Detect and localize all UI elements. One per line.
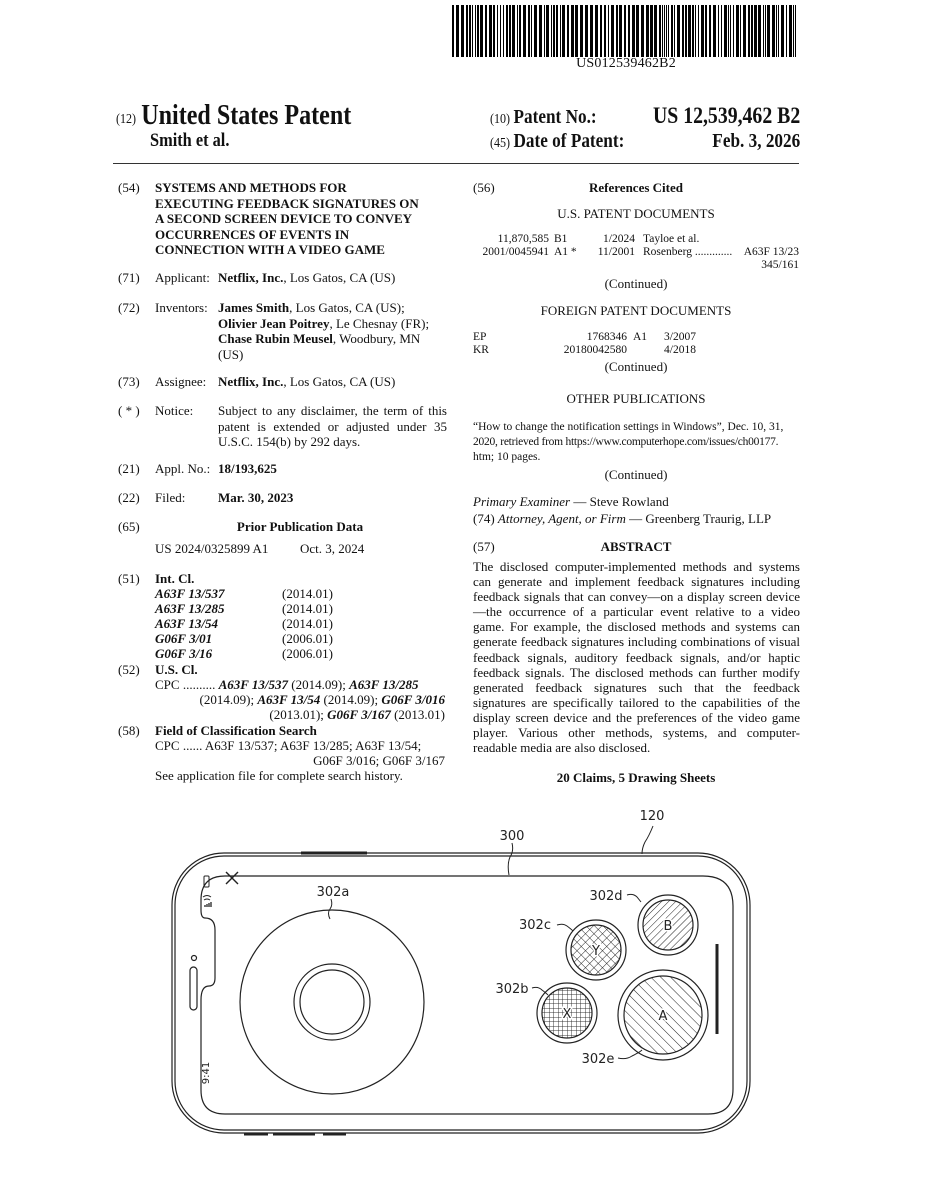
- us-cl-line-3: [155, 707, 445, 723]
- field-search-line: G06F 3/016; G06F 3/167: [155, 753, 445, 769]
- inventor-location: , Woodbury, MN: [333, 331, 420, 346]
- us-docs-continued: (Continued): [473, 276, 799, 292]
- attorney-name: — Greenberg Traurig, LLP: [629, 511, 771, 526]
- barcode-bar: [795, 5, 796, 57]
- us-doc-row: [473, 233, 799, 247]
- attorney-label: Attorney, Agent, or Firm: [498, 511, 626, 526]
- barcode-bar: [758, 5, 761, 57]
- barcode-bar: [632, 5, 635, 57]
- us-cl-class: A63F 13/54: [257, 692, 320, 707]
- int-cl-version: (2014.01): [282, 616, 333, 631]
- appl-no-value: 18/193,625: [218, 461, 277, 477]
- barcode-bar: [534, 5, 537, 57]
- barcode-bar: [500, 5, 501, 57]
- us-doc-row: [473, 246, 799, 260]
- barcode-bar: [600, 5, 602, 57]
- int-cl-class: A63F 13/537: [155, 586, 282, 602]
- inventor: [218, 300, 429, 316]
- notice-line: patent is extended or adjusted under 35: [218, 419, 447, 435]
- int-cl-version: (2014.01): [282, 601, 333, 616]
- wifi-icon: [203, 896, 211, 901]
- joystick-302a: [240, 910, 424, 1094]
- barcode-bar: [556, 5, 558, 57]
- refs-heading: References Cited: [473, 180, 799, 196]
- barcode-bar: [709, 5, 711, 57]
- authors: Smith et al.: [150, 130, 229, 152]
- earpiece-speaker: [190, 967, 197, 1010]
- barcode-bar: [472, 5, 473, 57]
- filed-code: (22): [118, 490, 140, 506]
- barcode-bar: [523, 5, 526, 57]
- applicant-location: , Los Gatos, CA (US): [283, 270, 395, 285]
- barcode-bar: [528, 5, 530, 57]
- barcode-bar: [608, 5, 609, 57]
- ref-302d: 302d: [589, 889, 622, 904]
- leader-302c: [557, 924, 573, 931]
- barcode-bar: [793, 5, 794, 57]
- prior-pub-date: Oct. 3, 2024: [300, 541, 364, 557]
- int-cl-class: A63F 13/285: [155, 601, 282, 617]
- foreign-docs-continued: (Continued): [473, 359, 799, 375]
- inventor-name: Chase Rubin Meusel: [218, 331, 333, 346]
- barcode-bar: [489, 5, 492, 57]
- applicant-label: Applicant:: [155, 270, 210, 286]
- barcode-bar: [662, 5, 663, 57]
- barcode-bar: [728, 5, 729, 57]
- int-cl-class: A63F 13/54: [155, 616, 282, 632]
- barcode-bar: [659, 5, 661, 57]
- assignee-location: , Los Gatos, CA (US): [283, 374, 395, 389]
- filed-label: Filed:: [155, 490, 185, 506]
- foreign-doc-row: [473, 331, 799, 345]
- us-cl-class: A63F 13/537: [219, 677, 288, 692]
- ref-302c: 302c: [519, 918, 551, 933]
- int-cl-class: G06F 3/16: [155, 646, 282, 662]
- document-type: [116, 100, 351, 132]
- barcode-bar: [506, 5, 508, 57]
- barcode-bar: [531, 5, 532, 57]
- barcode-bar: [456, 5, 459, 57]
- assignee-code: (73): [118, 374, 140, 390]
- prior-pub-heading: Prior Publication Data: [155, 519, 445, 535]
- leader-302e: [618, 1050, 642, 1059]
- field-search-code: (58): [118, 723, 140, 739]
- barcode-bar: [713, 5, 716, 57]
- barcode-bar: [677, 5, 680, 57]
- barcode-bar: [786, 5, 787, 57]
- us-doc-date: 11/2001: [583, 246, 635, 259]
- barcode-bar: [560, 5, 561, 57]
- claims-summary: 20 Claims, 5 Drawing Sheets: [473, 770, 799, 786]
- barcode-bar: [748, 5, 750, 57]
- barcode-bar: [767, 5, 770, 57]
- barcode-bar: [705, 5, 707, 57]
- barcode-bar: [650, 5, 653, 57]
- prior-pub-number: US 2024/0325899 A1: [155, 541, 268, 557]
- status-icons: [203, 876, 211, 907]
- us-cl-code: (52): [118, 662, 140, 678]
- barcode-bar: [724, 5, 727, 57]
- barcode-bar: [754, 5, 757, 57]
- other-pubs-heading: OTHER PUBLICATIONS: [473, 391, 799, 407]
- barcode-bar: [765, 5, 766, 57]
- cellular-signal-icon: [205, 902, 211, 907]
- front-camera: [192, 956, 197, 961]
- inventor-name: James Smith: [218, 300, 289, 315]
- barcode-bar: [636, 5, 639, 57]
- barcode: [452, 5, 800, 57]
- us-cl-cpc-prefix: CPC ..........: [155, 677, 215, 692]
- prior-pub-code: (65): [118, 519, 140, 535]
- int-cl-version: (2014.01): [282, 586, 333, 601]
- barcode-bar: [469, 5, 471, 57]
- barcode-bar: [503, 5, 504, 57]
- int-cl-version: (2006.01): [282, 646, 333, 661]
- field-search-line: CPC ...... A63F 13/537; A63F 13/285; A63F 13/54;: [155, 738, 421, 754]
- barcode-number: US012539462B2: [452, 56, 800, 72]
- leader-120: [642, 826, 653, 854]
- barcode-bar: [718, 5, 719, 57]
- applicant-code: (71): [118, 270, 140, 286]
- barcode-bar: [585, 5, 588, 57]
- barcode-bar: [551, 5, 552, 57]
- barcode-bar: [604, 5, 606, 57]
- foreign-docs-heading: FOREIGN PATENT DOCUMENTS: [473, 303, 799, 319]
- us-cl-class: A63F 13/285: [349, 677, 418, 692]
- title-line: OCCURRENCES OF EVENTS IN: [155, 227, 445, 243]
- attorney-code: (74): [473, 511, 495, 526]
- barcode-bar: [512, 5, 515, 57]
- applicant-value: [218, 270, 395, 286]
- us-doc-name: Rosenberg .............: [643, 246, 732, 259]
- barcode-bar: [668, 5, 669, 57]
- int-cl-row: [155, 646, 355, 662]
- attorney: [473, 511, 771, 527]
- abstract-text: The disclosed computer-implemented methods and systems can generate and implement feedback signatures including feedback signals that can convey—on a display screen device—the occurrence of a particular event relative to a video game. For example, the disclosed methods and systems can generate feedback signatures including combinations of visual feedback signals, auditory feedback signals, and/or haptic feedback signals. The disclosed methods can further modify generated feedback signatures such that the feedback signatures are specifically tailored to the capabilities of the display screen device and the preferences of the video game player. Various other methods, systems, and computer-readable media are also disclosed.: [473, 559, 800, 755]
- barcode-bar: [671, 5, 673, 57]
- barcode-bar: [789, 5, 792, 57]
- barcode-bar: [721, 5, 722, 57]
- button-302c-y: [566, 920, 626, 980]
- patent-number-code: (10): [490, 112, 510, 127]
- foreign-doc-country: KR: [473, 344, 489, 357]
- barcode-bar: [654, 5, 657, 57]
- barcode-bar: [575, 5, 578, 57]
- barcode-bar: [740, 5, 741, 57]
- barcode-bar: [544, 5, 545, 57]
- primary-examiner: [473, 494, 669, 510]
- barcode-bar: [546, 5, 549, 57]
- us-doc-kind: A1 *: [554, 246, 577, 259]
- joystick-knob-outer: [294, 964, 370, 1040]
- notice-label: Notice:: [155, 403, 193, 419]
- barcode-bar: [628, 5, 630, 57]
- barcode-bar: [695, 5, 696, 57]
- foreign-doc-country: EP: [473, 331, 486, 344]
- barcode-bar: [493, 5, 495, 57]
- joystick-knob-inner: [300, 970, 364, 1034]
- other-pub-line: “How to change the notification settings in Windows”, Dec. 10, 31,: [473, 420, 801, 435]
- barcode-bar: [772, 5, 775, 57]
- ref-300: 300: [500, 829, 525, 844]
- barcode-bar: [553, 5, 555, 57]
- int-cl-row: [155, 616, 355, 632]
- other-pub-line: htm; 10 pages.: [473, 450, 801, 465]
- barcode-bar: [611, 5, 614, 57]
- us-cl-version: (2014.09);: [200, 692, 255, 707]
- barcode-bar: [624, 5, 626, 57]
- us-cl-line-2: [155, 692, 445, 708]
- barcode-bar: [517, 5, 518, 57]
- inventors-list: [218, 300, 429, 362]
- leader-300: [508, 843, 512, 875]
- us-cl-version: (2013.01): [394, 707, 445, 722]
- inventors-label: Inventors:: [155, 300, 208, 316]
- doc-type-title: United States Patent: [141, 100, 351, 131]
- close-icon: [226, 872, 238, 884]
- us-cl-heading: U.S. Cl.: [155, 662, 198, 678]
- barcode-bar: [692, 5, 694, 57]
- button-y-label: Y: [591, 944, 600, 959]
- us-cl-line-1: [155, 677, 445, 693]
- barcode-bar: [778, 5, 779, 57]
- button-x-label: X: [563, 1007, 572, 1022]
- barcode-bar: [701, 5, 704, 57]
- appl-no-label: Appl. No.:: [155, 461, 210, 477]
- barcode-bar: [497, 5, 498, 57]
- barcode-bar: [452, 5, 454, 57]
- assignee-label: Assignee:: [155, 374, 206, 390]
- barcode-bar: [743, 5, 746, 57]
- title-line: EXECUTING FEEDBACK SIGNATURES ON: [155, 196, 445, 212]
- inventor: [218, 331, 429, 347]
- examiner-label: Primary Examiner: [473, 494, 570, 509]
- us-doc-number: 2001/0045941: [473, 246, 549, 259]
- barcode-bar: [461, 5, 464, 57]
- foreign-doc-date: 4/2018: [653, 344, 696, 357]
- int-cl-class: G06F 3/01: [155, 631, 282, 647]
- abstract-code: (57): [473, 539, 495, 555]
- barcode-bar: [646, 5, 649, 57]
- date-code: (45): [490, 136, 510, 151]
- us-doc-class: A63F 13/23: [744, 246, 799, 259]
- us-cl-version: (2014.09);: [324, 692, 379, 707]
- int-cl-row: [155, 631, 355, 647]
- inventor: [218, 316, 429, 332]
- ref-302b: 302b: [495, 982, 528, 997]
- barcode-bar: [776, 5, 777, 57]
- button-302e-a: [618, 970, 708, 1060]
- barcode-bar: [664, 5, 665, 57]
- barcode-bar: [477, 5, 479, 57]
- us-cl-class: G06F 3/167: [327, 707, 391, 722]
- button-302d-b: [638, 895, 698, 955]
- inventors-code: (72): [118, 300, 140, 316]
- header-divider: [113, 163, 799, 164]
- barcode-bar: [641, 5, 644, 57]
- barcode-bar: [666, 5, 667, 57]
- foreign-doc-row: [473, 344, 799, 358]
- us-cl-version: (2013.01);: [269, 707, 324, 722]
- other-pub-entry: [473, 420, 801, 465]
- barcode-bar: [698, 5, 699, 57]
- barcode-bar: [688, 5, 691, 57]
- barcode-bar: [730, 5, 731, 57]
- foreign-doc-number: 20180042580: [513, 344, 627, 357]
- barcode-bar: [781, 5, 784, 57]
- date-label: [490, 130, 624, 153]
- notice-line: Subject to any disclaimer, the term of this: [218, 403, 447, 419]
- patent-number: US 12,539,462 B2: [653, 103, 800, 129]
- barcode-bar: [733, 5, 734, 57]
- barcode-bar: [539, 5, 542, 57]
- title-line: SYSTEMS AND METHODS FOR: [155, 180, 445, 196]
- inventor-location: , Los Gatos, CA (US);: [289, 300, 405, 315]
- inventor-location-tail: (US): [218, 347, 429, 363]
- other-pub-line: 2020, retrieved from https://www.computerhope.com/issues/ch00177.: [473, 435, 801, 450]
- barcode-bar: [682, 5, 684, 57]
- patent-figure: [0, 795, 931, 1155]
- barcode-bar: [466, 5, 468, 57]
- button-b-label: B: [664, 919, 673, 934]
- ref-302a: 302a: [317, 885, 350, 900]
- us-docs-heading: U.S. PATENT DOCUMENTS: [473, 206, 799, 222]
- foreign-doc-kind: A1: [633, 331, 647, 344]
- applicant-name: Netflix, Inc.: [218, 270, 283, 285]
- barcode-bar: [595, 5, 598, 57]
- int-cl-version: (2006.01): [282, 631, 333, 646]
- field-search-heading: Field of Classification Search: [155, 723, 317, 739]
- other-pubs-continued: (Continued): [473, 467, 799, 483]
- field-search-note: See application file for complete search history.: [155, 768, 403, 784]
- inventor-location: , Le Chesnay (FR);: [329, 316, 429, 331]
- doc-code: (12): [116, 112, 136, 127]
- int-cl-code: (51): [118, 571, 140, 587]
- title-line: A SECOND SCREEN DEVICE TO CONVEY: [155, 211, 445, 227]
- assignee-name: Netflix, Inc.: [218, 374, 283, 389]
- int-cl-heading: Int. Cl.: [155, 571, 194, 587]
- title-line: CONNECTION WITH A VIDEO GAME: [155, 242, 445, 258]
- int-cl-row: [155, 601, 355, 617]
- barcode-bar: [736, 5, 739, 57]
- button-a-label: A: [659, 1009, 668, 1024]
- barcode-bar: [480, 5, 483, 57]
- appl-no-code: (21): [118, 461, 140, 477]
- barcode-bar: [509, 5, 511, 57]
- ref-120: 120: [640, 809, 665, 824]
- date-label-text: Date of Patent:: [514, 130, 625, 152]
- us-doc-date: 1/2024: [583, 233, 635, 246]
- barcode-bar: [751, 5, 753, 57]
- status-time: 9:41: [201, 1062, 212, 1084]
- barcode-bar: [685, 5, 687, 57]
- barcode-bar: [674, 5, 675, 57]
- us-cl-class: G06F 3/016: [381, 692, 445, 707]
- barcode-bar: [519, 5, 521, 57]
- barcode-bar: [567, 5, 569, 57]
- barcode-bar: [571, 5, 574, 57]
- inventor-name: Olivier Jean Poitrey: [218, 316, 329, 331]
- notice-code: ( * ): [118, 403, 140, 419]
- barcode-bar: [562, 5, 565, 57]
- patent-date: Feb. 3, 2026: [712, 130, 800, 153]
- us-cl-version: (2014.09);: [291, 677, 346, 692]
- button-302b-x: [537, 983, 597, 1043]
- barcode-bar: [763, 5, 764, 57]
- examiner-name: — Steve Rowland: [573, 494, 668, 509]
- us-doc-kind: B1: [554, 233, 567, 246]
- int-cl-row: [155, 586, 355, 602]
- us-doc-class-extra: 345/161: [473, 259, 799, 272]
- ref-302e: 302e: [582, 1052, 615, 1067]
- joystick-base: [240, 910, 424, 1094]
- barcode-bar: [616, 5, 618, 57]
- assignee-value: [218, 374, 395, 390]
- foreign-doc-number: 1768346: [513, 331, 627, 344]
- barcode-bar: [580, 5, 583, 57]
- notice-line: U.S.C. 154(b) by 292 days.: [218, 434, 447, 450]
- patent-number-label-text: Patent No.:: [514, 106, 597, 128]
- abstract-heading: ABSTRACT: [473, 539, 799, 555]
- invention-title: [155, 180, 445, 258]
- filed-value: Mar. 30, 2023: [218, 490, 293, 506]
- barcode-bar: [475, 5, 476, 57]
- us-doc-number: 11,870,585: [473, 233, 549, 246]
- barcode-bar: [485, 5, 487, 57]
- leader-302d: [627, 894, 641, 902]
- barcode-bar: [619, 5, 622, 57]
- title-code: (54): [118, 180, 140, 196]
- foreign-doc-date: 3/2007: [653, 331, 696, 344]
- barcode-bar: [590, 5, 593, 57]
- us-doc-name: Tayloe et al.: [643, 233, 699, 246]
- leader-302a: [329, 899, 332, 919]
- refs-code: (56): [473, 180, 495, 196]
- notice-text: [218, 403, 447, 450]
- patent-number-label: [490, 106, 597, 129]
